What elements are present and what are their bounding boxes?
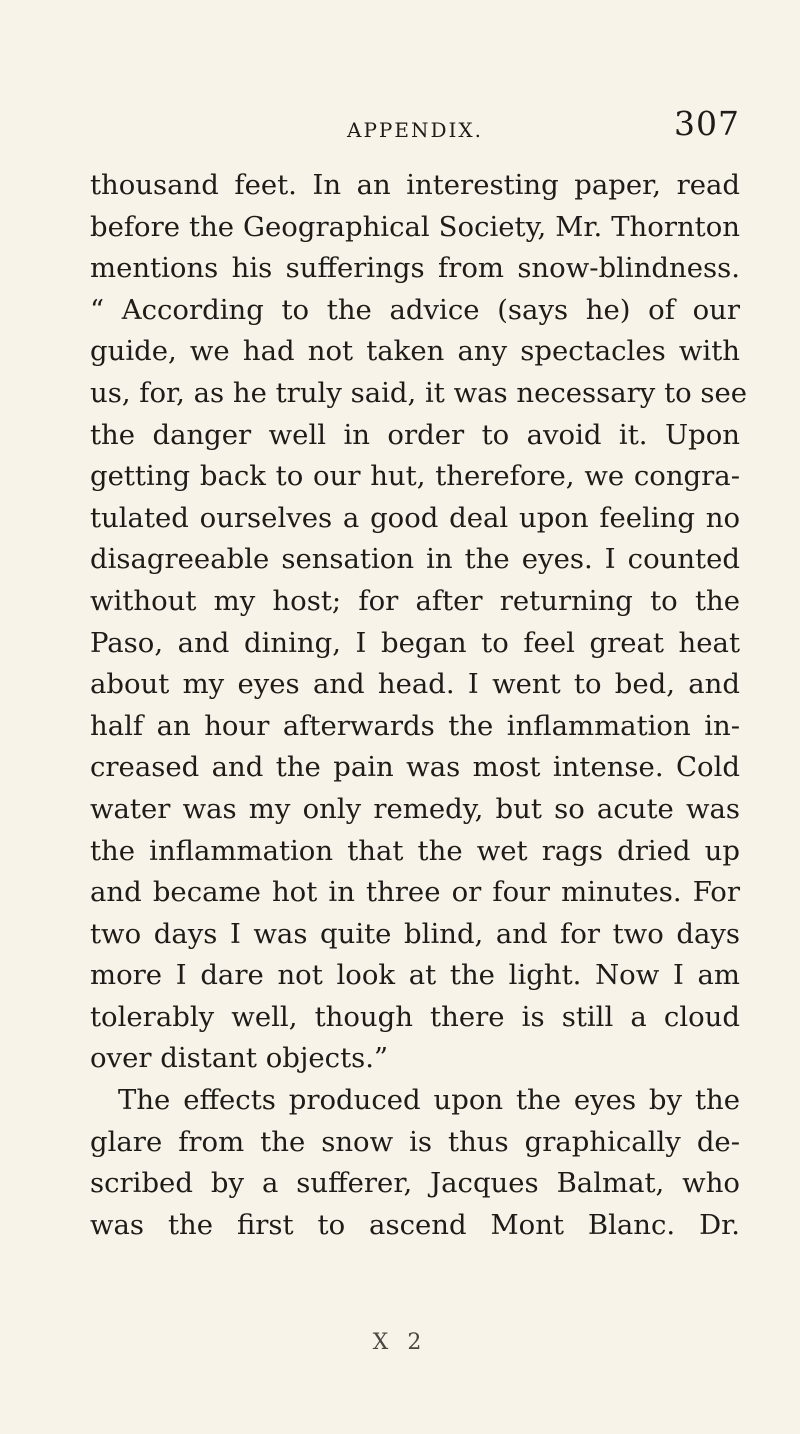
text-line: thousand feet. In an interesting paper, read: [90, 169, 740, 201]
body-text: [90, 165, 748, 1246]
text-line: without my host; for after returning to the: [90, 584, 740, 617]
text-line: guide, we had not taken any spectacles with: [90, 335, 740, 368]
running-title: APPENDIX.: [347, 118, 483, 142]
text-line: getting back to our hut, therefore, we congra-: [90, 460, 740, 493]
text-line: scribed by a sufferer, Jacques Balmat, who: [90, 1167, 740, 1200]
text-line: tulated ourselves a good deal upon feeling no: [90, 501, 740, 534]
text-line: water was my only remedy, but so acute was: [90, 792, 740, 825]
text-line: was the first to ascend Mont Blanc. Dr.: [90, 1208, 740, 1241]
text-line: “ According to the advice (says he) of our: [90, 293, 740, 326]
text-line: The effects produced upon the eyes by the: [118, 1084, 740, 1117]
text-line: glare from the snow is thus graphically de-: [90, 1125, 740, 1158]
signature-mark: X 2: [372, 1330, 428, 1355]
paragraph-1: [90, 165, 748, 1080]
text-line: before the Geographical Society, Mr. Thornton: [90, 210, 740, 243]
text-line: the danger well in order to avoid it. Upon: [90, 418, 740, 451]
paragraph-2: [90, 1080, 740, 1246]
text-line: mentions his sufferings from snow-blindness.: [90, 252, 740, 285]
text-line: disagreeable sensation in the eyes. I counted: [90, 543, 740, 576]
text-line: two days I was quite blind, and for two days: [90, 917, 740, 950]
text-line: half an hour afterwards the inflammation in-: [90, 709, 740, 742]
text-line: more I dare not look at the light. Now I am: [90, 959, 740, 992]
text-line: about my eyes and head. I went to bed, and: [90, 668, 740, 701]
text-line: us, for, as he truly said, it was necessary to see: [90, 376, 748, 409]
running-head: [90, 104, 740, 152]
page-number: 307: [674, 104, 740, 143]
text-line: over distant objects.”: [90, 1042, 389, 1075]
text-line: creased and the pain was most intense. Cold: [90, 751, 740, 784]
text-line: and became hot in three or four minutes. For: [90, 876, 740, 909]
text-line: Paso, and dining, I began to feel great heat: [90, 626, 740, 659]
text-line: tolerably well, though there is still a cloud: [90, 1000, 740, 1033]
text-line: the inflammation that the wet rags dried up: [90, 834, 740, 867]
